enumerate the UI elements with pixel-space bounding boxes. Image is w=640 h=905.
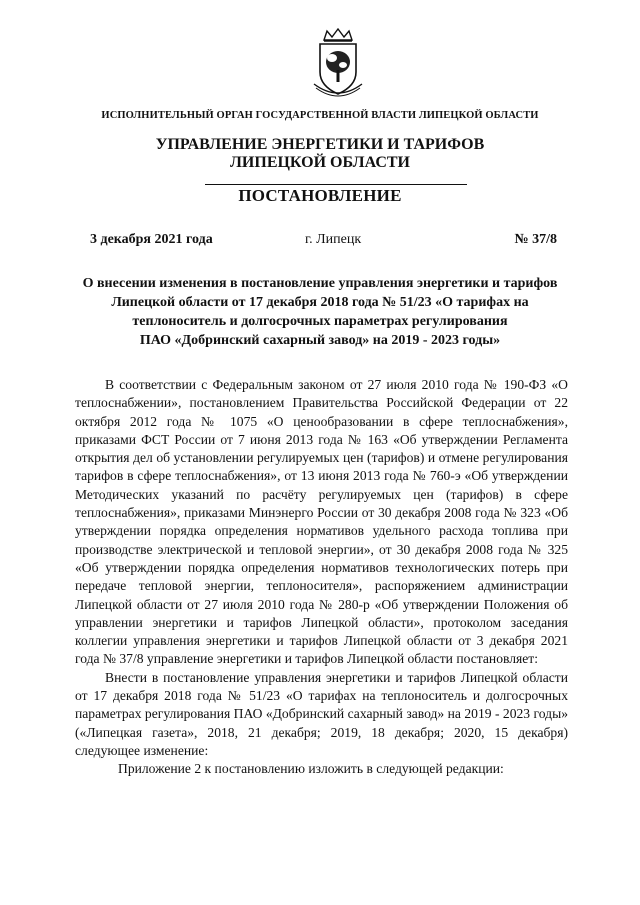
heading-line: О внесении изменения в постановление управления энергетики и тарифов — [82, 276, 558, 291]
heading-line: Липецкой области от 17 декабря 2018 года № 51/23 «О тарифах на — [111, 295, 529, 310]
org-title-line: ЛИПЕЦКОЙ ОБЛАСТИ — [230, 154, 410, 171]
coat-of-arms-icon — [310, 28, 366, 100]
org-title-line: УПРАВЛЕНИЕ ЭНЕРГЕТИКИ И ТАРИФОВ — [155, 136, 485, 153]
document-city: г. Липецк — [305, 232, 362, 247]
document-date: 3 декабря 2021 года — [90, 232, 213, 247]
document-type: ПОСТАНОВЛЕНИЕ — [238, 186, 402, 205]
issuing-authority: ИСПОЛНИТЕЛЬНЫЙ ОРГАН ГОСУДАРСТВЕННОЙ ВЛАСТИ ЛИПЕЦКОЙ ОБЛАСТИ — [101, 110, 539, 121]
document-heading — [70, 274, 570, 350]
document-number: № 37/8 — [514, 232, 557, 247]
divider — [205, 184, 467, 185]
document-body — [75, 376, 568, 779]
body-paragraph: В соответствии с Федеральным законом от 27 июля 2010 года № 190-ФЗ «О теплоснабжении», постановлением Правительства Российской Федерации от 22 октября 2012 года № 1075 «О ценообразовании в сфере теплоснабжения», приказами ФСТ России от 7 июня 2013 года № 163 «Об утверждении Регламента открытия дел об установлении регулируемых цен (тарифов) и отмене регулирования тарифов в сфере теплоснабжения», от 13 июня 2013 года № 760-э «Об утверждении Методических указаний по расчёту регулируемых цен (тарифов) в сфере теплоснабжения», приказами Минэнерго России от 30 декабря 2008 года № 323 «Об утверждении порядка определения нормативов удельного расхода топлива при производстве электрической и тепловой энергии», от 30 декабря 2008 года № 325 «Об утверждении порядка определения нормативов технологических потерь при передаче тепловой энергии, теплоносителя», распоряжением администрации Липецкой области от 27 июля 2010 года № 280-р «Об утверждении Положения об управлении энергетики и тарифов Липецкой области», протоколом заседания коллегии управления энергетики и тарифов Липецкой области от 3 декабря 2021 года № 37/8 управление энергетики и тарифов Липецкой области постановляет: — [75, 377, 568, 667]
body-paragraph: Приложение 2 к постановлению изложить в следующей редакции: — [118, 761, 504, 777]
heading-line: теплоноситель и долгосрочных параметрах регулирования — [132, 314, 508, 329]
body-paragraph: Внести в постановление управления энергетики и тарифов Липецкой области от 17 декабря 2018 года № 51/23 «О тарифах на теплоноситель и долгосрочных параметрах регулирования ПАО «Добринский сахарный завод» на 2019 - 2023 годы» («Липецкая газета», 2018, 21 декабря; 2019, 18 декабря; 2020, 15 декабря) следующее изменение: — [75, 669, 568, 758]
heading-line: ПАО «Добринский сахарный завод» на 2019 - 2023 годы» — [139, 333, 501, 348]
org-title — [100, 136, 540, 172]
